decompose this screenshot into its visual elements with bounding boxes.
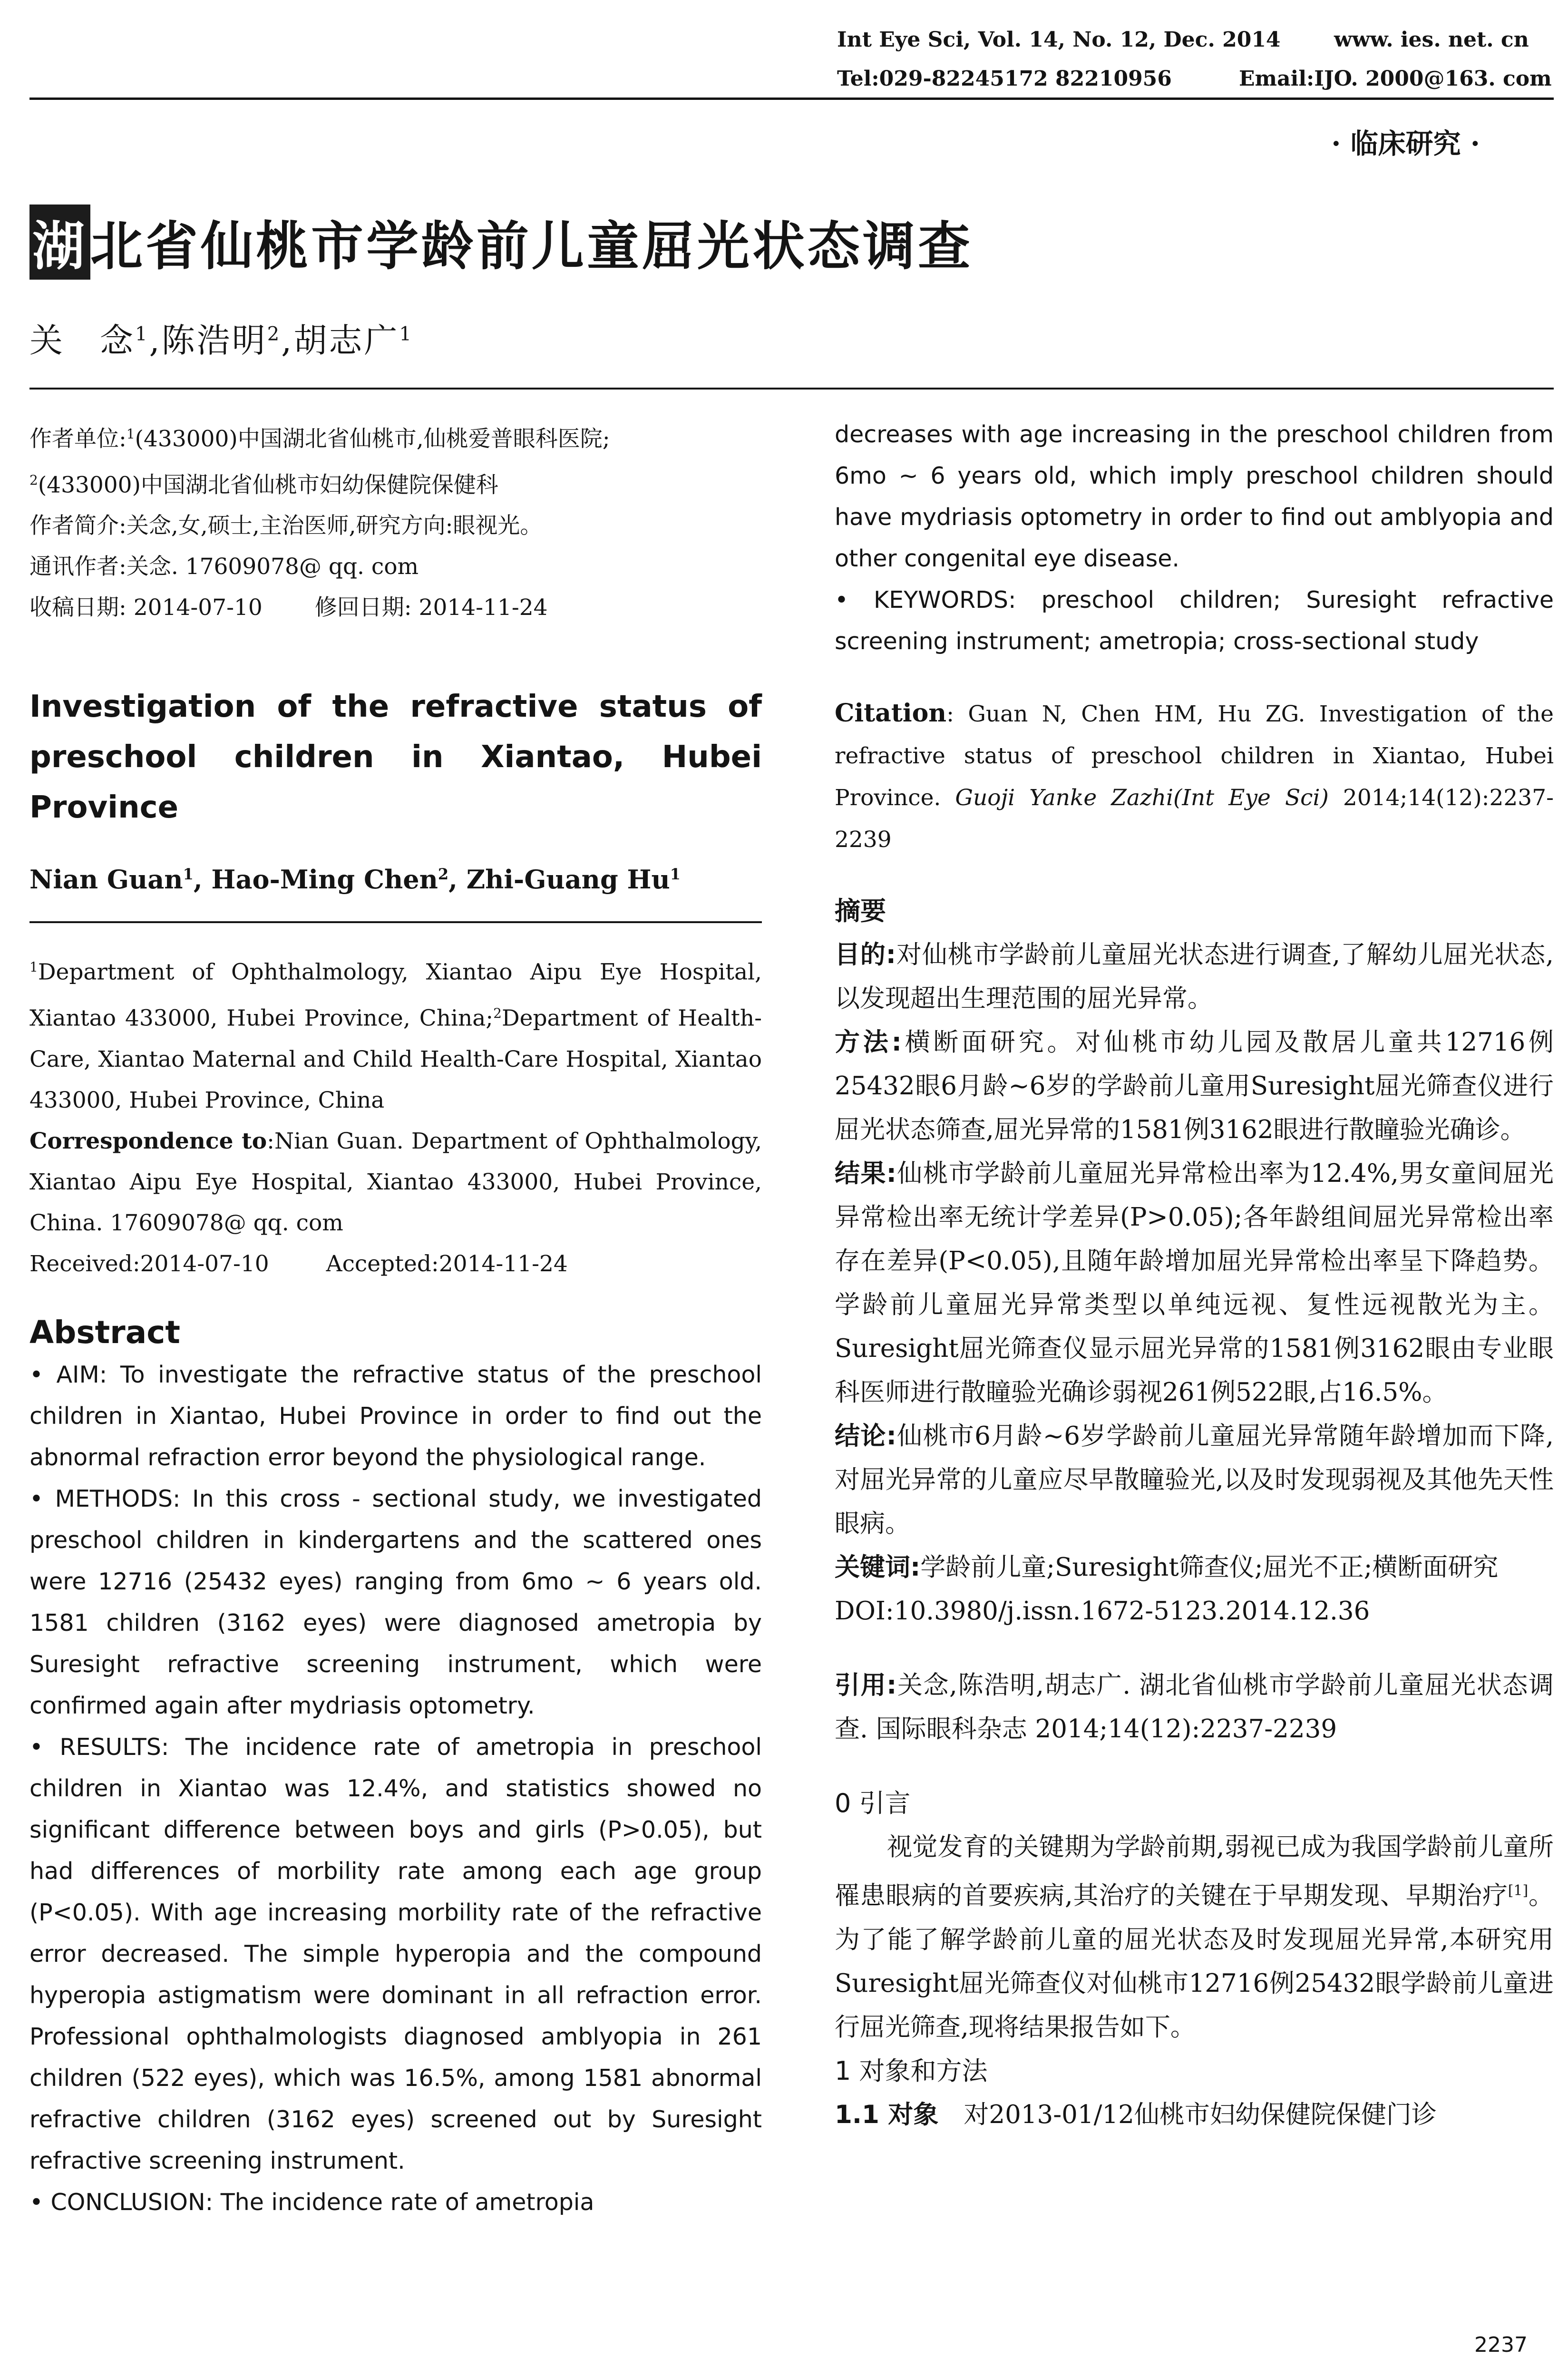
journal-email[interactable]: Email:IJO. 2000@163. com — [1239, 67, 1552, 91]
affiliations-en: $^1$Department of Ophthalmology, Xiantao Aipu Eye Hospital, Xiantao 433000, Hubei Province, China;$^2$Department of Health-Care, Xiantao Maternal and Child Health-Care Hospital, Xiantao 433000, Hubei Province, China Correspondence to:Nian Guan. Department of Ophthalmology, Xiantao Aipu Eye Hospital, Xiantao 433000, Hubei Province, China. 17609078@ qq. com — [29, 959, 762, 1236]
intro-paragraph: 视觉发育的关键期为学龄前期,弱视已成为我国学龄前儿童所罹患眼病的首要疾病,其治疗的关键在于早期发现、早期治疗[1]。为了能了解学龄前儿童的屈光状态及时发现屈光异常,本研究用Suresight屈光筛查仪对仙桃市12716例25432眼学龄前儿童进行屈光筛查,现将结果报告如下。 — [835, 1832, 1554, 2042]
author-cn: ,陈浩明 — [149, 321, 267, 360]
abstract-aim: • AIM: To investigate the refractive status of the preschool children in Xiantao, Hubei Province in order to find out the abnormal refraction error beyond the physiological range. — [29, 1361, 762, 1471]
author-cn: 关 念 — [29, 321, 135, 360]
abstract-results: • RESULTS: The incidence rate of ametropia in preschool children in Xiantao was 12.4%, and statistics showed no significant difference between boys and girls (P>0.05), but had differences of morbility rate among each age group (P<0.05). With age increasing morbility rate of the refractive error decreased. The simple hyperopia and the compound hyperopia astigmatism were dominant in all refraction error. Professional ophthalmologists diagnosed amblyopia in 261 children (522 eyes), which was 16.5%, among 1581 abnormal refractive children (3162 eyes) screened out by Suresight refractive screening instrument. — [29, 1733, 762, 2174]
article-title-en: Investigation of the refractive status of preschool children in Xiantao, Hubei Province — [29, 689, 762, 826]
abstract-cn-conclusion: 结论:仙桃市6月龄~6岁学龄前儿童屈光异常随年龄增加而下降,对屈光异常的儿童应尽早散瞳验光,以及时发现弱视及其他先天性眼病。 — [835, 1422, 1554, 1538]
affiliation-cn-1: 作者单位:$^1$(433000)中国湖北省仙桃市,仙桃爱普眼科医院; — [29, 426, 610, 452]
author-affil-sup: 1 — [399, 323, 413, 345]
right-column — [835, 414, 1554, 2137]
title-rest: 北省仙桃市学龄前儿童屈光状态调查 — [90, 216, 973, 277]
left-column — [29, 414, 762, 2223]
correspondence-label: Correspondence to — [29, 1128, 267, 1154]
abstract-cn-heading: 摘要 — [835, 896, 886, 926]
contact-line — [837, 67, 1552, 91]
citation-label: Citation — [835, 699, 947, 728]
citation-en: Citation: Guan N, Chen HM, Hu ZG. Investigation of the refractive status of preschool children in Xiantao, Hubei Province. Guoji Yanke Zazhi(Int Eye Sci) 2014;14(12):2237-2239 — [835, 699, 1554, 853]
header-rule — [29, 97, 1554, 100]
abstract-heading: Abstract — [29, 1314, 180, 1351]
abstract-conclusion-start: • CONCLUSION: The incidence rate of ametropia — [29, 2188, 594, 2216]
affiliation-cn-2: $^2$(433000)中国湖北省仙桃市妇幼保健院保健科 — [29, 472, 498, 498]
author-bio-cn: 作者简介:关念,女,硕士,主治医师,研究方向:眼视光。 — [29, 513, 543, 539]
abstract-keywords: • KEYWORDS: preschool children; Suresight refractive screening instrument; ametropia; cross-sectional study — [835, 586, 1554, 655]
abstract-conclusion-cont: decreases with age increasing in the preschool children from 6mo ~ 6 years old, which imply preschool children should have mydriasis optometry in order to find out amblyopia and other congenital eye disease. — [835, 421, 1554, 572]
dates-cn: 收稿日期: 2014-07-10 修回日期: 2014-11-24 — [29, 594, 548, 621]
authors-en: Nian Guan$^1$, Hao-Ming Chen$^2$, Zhi-Guang Hu$^1$ — [29, 864, 681, 895]
corresponding-author-cn: 通讯作者:关念. 17609078@ qq. com — [29, 554, 419, 580]
journal-website[interactable]: www. ies. net. cn — [1334, 28, 1529, 52]
journal-name: Guoji Yanke Zazhi(Int Eye Sci) — [955, 785, 1329, 811]
section-label: · 临床研究 · — [1331, 127, 1480, 160]
intro-heading: 0 引言 — [835, 1788, 911, 1818]
article-title-cn — [29, 205, 973, 280]
doi[interactable]: DOI:10.3980/j.issn.1672-5123.2014.12.36 — [835, 1597, 1370, 1626]
article-meta-cn — [29, 414, 762, 628]
introduction — [835, 1782, 1554, 2137]
journal-tel: Tel:029-82245172 82210956 — [837, 67, 1172, 91]
abstract-cn-methods: 方法:横断面研究。对仙桃市幼儿园及散居儿童共12716例25432眼6月龄~6岁的学龄前儿童用Suresight屈光筛查仪进行屈光状态筛查,屈光异常的1581例3162眼进行散瞳验光确诊。 — [835, 1028, 1554, 1144]
subjects-heading: 1.1 对象 — [835, 2100, 939, 2129]
abstract-cn — [835, 889, 1554, 1633]
correspondence-text: :Nian Guan. Department of Ophthalmology, Xiantao Aipu Eye Hospital, Xiantao 433000, Hubei Province, China. 17609078@ qq. com — [29, 1128, 762, 1236]
abstract-cn-aim: 目的:对仙桃市学龄前儿童屈光状态进行调查,了解幼儿屈光状态,以发现超出生理范围的屈光异常。 — [835, 940, 1554, 1013]
author-affil-sup: 1 — [135, 323, 149, 345]
abstract-methods: • METHODS: In this cross - sectional study, we investigated preschool children in kindergartens and the scattered ones were 12716 (25432 eyes) ranging from 6mo ~ 6 years old. 1581 children (3162 eyes) were diagnosed ametropia by Suresight refractive screening instrument, which were confirmed again after mydriasis optometry. — [29, 1485, 762, 1719]
journal-header-line — [837, 28, 1529, 52]
title-rule — [29, 388, 1554, 390]
citation-cn: 引用:关念,陈浩明,胡志广. 湖北省仙桃市学龄前儿童屈光状态调查. 国际眼科杂志 2014;14(12):2237-2239 — [835, 1671, 1554, 1744]
subjects-paragraph: 1.1 对象 对2013-01/12仙桃市妇幼保健院保健门诊 — [835, 2100, 1437, 2129]
journal-citation: Int Eye Sci, Vol. 14, No. 12, Dec. 2014 — [837, 28, 1281, 52]
abstract-cn-keywords: 关键词:学龄前儿童;Suresight筛查仪;屈光不正;横断面研究 — [835, 1553, 1499, 1582]
abstract-cn-results: 结果:仙桃市学龄前儿童屈光异常检出率为12.4%,男女童间屈光异常检出率无统计学差异(P>0.05);各年龄组间屈光异常检出率存在差异(P<0.05),且随年龄增加屈光异常检出率呈下降趋势。学龄前儿童屈光异常类型以单纯远视、复性远视散光为主。Suresight屈光筛查仪显示屈光异常的1581例3162眼由专业眼科医师进行散瞳验光确诊弱视261例522眼,占16.5%。 — [835, 1159, 1554, 1407]
reference-marker[interactable]: [1] — [1508, 1882, 1529, 1899]
author-affil-sup: 2 — [267, 323, 282, 345]
authors-rule — [29, 921, 762, 923]
page-number: 2237 — [1474, 2333, 1528, 2357]
authors-cn — [29, 314, 413, 362]
methods-heading: 1 对象和方法 — [835, 2056, 988, 2086]
dates-en: Received:2014-07-10 Accepted:2014-11-24 — [29, 1250, 568, 1277]
author-cn: ,胡志广 — [281, 321, 399, 360]
title-initial: 湖 — [29, 205, 90, 280]
